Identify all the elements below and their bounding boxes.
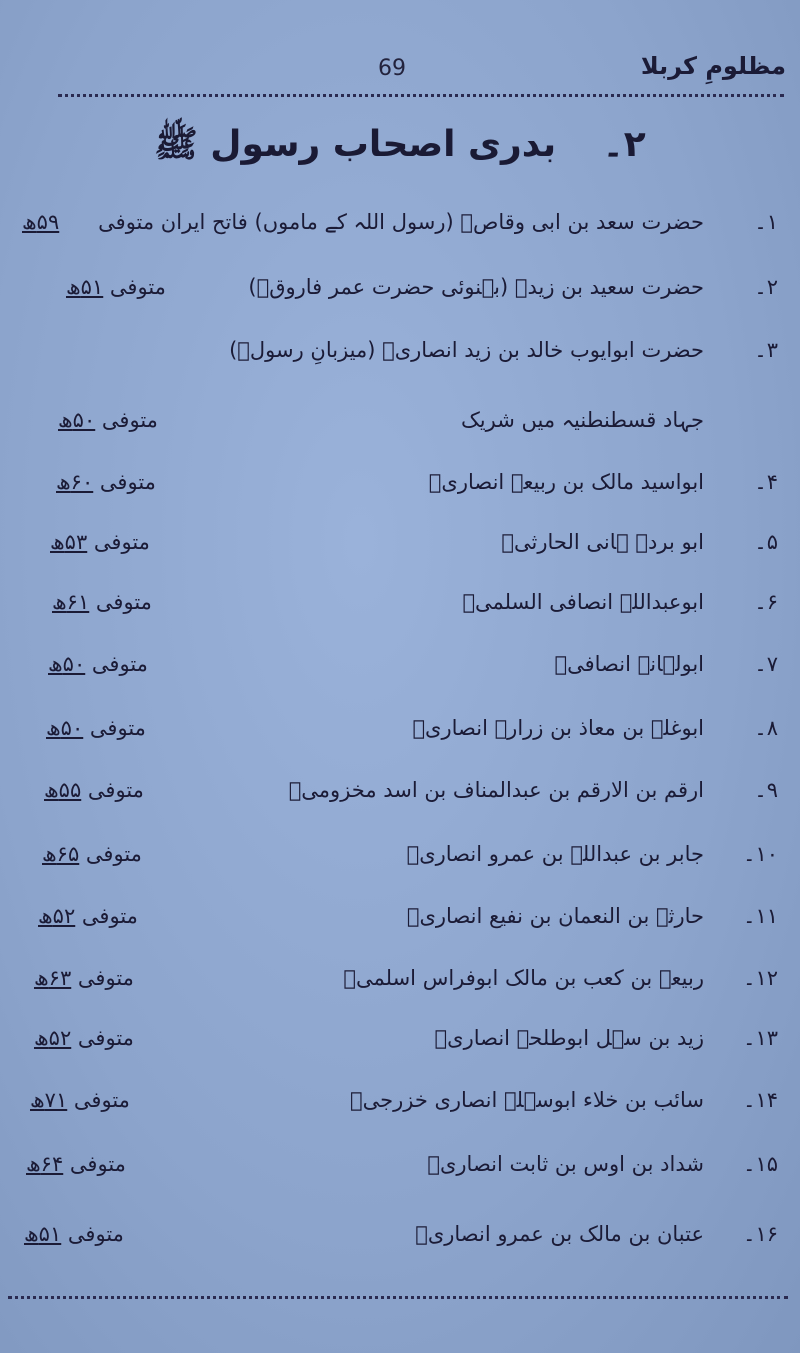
item-index: ۶۔ (754, 590, 778, 614)
section-heading (0, 122, 800, 174)
item-index: ۵۔ (754, 530, 778, 554)
item-death-year (38, 904, 138, 928)
item-name: عتبان بن مالک بن عمرو انصاریؓ (415, 1222, 704, 1246)
death-year-value: ۶۳ھ (34, 966, 72, 990)
item-name: زید بن سہل ابوطلحہ انصاریؓ (434, 1026, 704, 1050)
list-item (0, 652, 800, 698)
item-index: ۱۲۔ (743, 966, 778, 990)
death-word: متوفی (101, 408, 158, 432)
death-word: متوفی (73, 1088, 130, 1112)
item-index: ۱۵۔ (743, 1152, 778, 1176)
death-word: متوفی (91, 652, 148, 676)
item-name: ابولہانہ انصافیؓ (554, 652, 704, 676)
item-name: جابر بن عبداللہ بن عمرو انصاریؓ (406, 842, 704, 866)
item-index: ۱۰۔ (743, 842, 778, 866)
list-item (0, 904, 800, 950)
list-item (0, 338, 800, 384)
item-death-year (50, 530, 150, 554)
item-death-year (24, 1222, 124, 1246)
item-index: ۷۔ (754, 652, 778, 676)
death-word: متوفی (69, 1152, 126, 1176)
item-name: حضرت سعد بن ابی وقاصؓ (رسول اللہ کے ماموں) فاتح ایران متوفی (98, 210, 704, 234)
death-word: متوفی (99, 470, 156, 494)
list-item (0, 210, 800, 256)
death-year-value: ۵۲ھ (34, 1026, 72, 1050)
item-name: سائب بن خلاء ابوسہلہ انصاری خزرجیؓ (350, 1088, 704, 1112)
item-index: ۲۔ (754, 275, 778, 299)
list-item (0, 1088, 800, 1134)
item-name: حضرت ابوایوب خالد بن زید انصاریؓ (میزبانِ رسولؐ) (229, 338, 704, 362)
section-number: ۲۔ (602, 124, 646, 165)
item-index: ۹۔ (754, 778, 778, 802)
item-index: ۱۳۔ (743, 1026, 778, 1050)
item-death-year (34, 966, 134, 990)
item-index: ۱۴۔ (743, 1088, 778, 1112)
death-year-value: ۵۵ھ (44, 778, 82, 802)
item-death-year (34, 1026, 134, 1050)
list-item (0, 590, 800, 636)
list-item (0, 1222, 800, 1268)
item-index: ۱۱۔ (743, 904, 778, 928)
item-death-year (46, 716, 146, 740)
list-item (0, 716, 800, 762)
death-year-value: ۵۱ھ (66, 275, 104, 299)
item-name: ربیعہ بن کعب بن مالک ابوفراس اسلمیؓ (343, 966, 704, 990)
death-word: متوفی (87, 778, 144, 802)
item-index: ۴۔ (754, 470, 778, 494)
item-index: ۱۶۔ (743, 1222, 778, 1246)
item-death-year (30, 1088, 130, 1112)
item-name: شداد بن اوس بن ثابت انصاریؓ (427, 1152, 704, 1176)
item-death-year (52, 590, 152, 614)
death-word: متوفی (89, 716, 146, 740)
item-index: ۱۔ (754, 210, 778, 234)
header-divider (58, 94, 784, 97)
list-item (0, 778, 800, 824)
item-name: ابو بردہ ہانی الحارثیؓ (501, 530, 704, 554)
section-title: بدری اصحاب رسول ﷺ (154, 124, 557, 165)
item-name: ارقم بن الارقم بن عبدالمناف بن اسد مخزومیؓ (288, 778, 704, 802)
item-name: ابوغلہ بن معاذ بن زرارہ انصاریؓ (412, 716, 704, 740)
item-death-year (22, 210, 59, 234)
footer-divider (8, 1296, 788, 1299)
death-year-value: ۷۱ھ (30, 1088, 68, 1112)
death-word: متوفی (77, 966, 134, 990)
item-name: ابوعبداللہ انصافی السلمیؓ (462, 590, 704, 614)
list-item (0, 470, 800, 516)
death-year-value: ۵۰ھ (48, 652, 86, 676)
item-death-year (58, 408, 158, 432)
death-word: متوفی (85, 842, 142, 866)
death-year-value: ۵۹ھ (22, 210, 60, 234)
list-item (0, 408, 800, 454)
death-word: متوفی (77, 1026, 134, 1050)
death-year-value: ۶۰ھ (56, 470, 94, 494)
death-year-value: ۵۱ھ (24, 1222, 62, 1246)
death-word: متوفی (81, 904, 138, 928)
list-item (0, 275, 800, 321)
list-item (0, 842, 800, 888)
death-word: متوفی (95, 590, 152, 614)
death-word: متوفی (67, 1222, 124, 1246)
item-name: ابواسید مالک بن ربیعہ انصاریؓ (428, 470, 704, 494)
item-death-year (48, 652, 148, 676)
page-number: 69 (378, 56, 406, 81)
death-year-value: ۶۱ھ (52, 590, 90, 614)
death-year-value: ۵۰ھ (46, 716, 84, 740)
item-death-year (44, 778, 144, 802)
item-name: جہاد قسطنطنیہ میں شریک (461, 408, 704, 432)
item-death-year (56, 470, 156, 494)
list-item (0, 530, 800, 576)
death-word: متوفی (109, 275, 166, 299)
death-year-value: ۶۴ھ (26, 1152, 64, 1176)
item-death-year (42, 842, 142, 866)
list-item (0, 1152, 800, 1198)
death-year-value: ۵۲ھ (38, 904, 76, 928)
death-year-value: ۶۵ھ (42, 842, 80, 866)
book-title: مظلومِ کربلا (640, 52, 786, 80)
item-index: ۳۔ (754, 338, 778, 362)
item-name: حارثہ بن النعمان بن نفیع انصاریؓ (406, 904, 704, 928)
death-word: متوفی (93, 530, 150, 554)
death-year-value: ۵۳ھ (50, 530, 88, 554)
death-year-value: ۵۰ھ (58, 408, 96, 432)
item-death-year (66, 275, 166, 299)
item-death-year (26, 1152, 126, 1176)
item-name: حضرت سعید بن زیدؓ (بہنوئی حضرت عمر فاروقؓ) (248, 275, 704, 299)
page-header (0, 50, 800, 90)
item-index: ۸۔ (754, 716, 778, 740)
list-item (0, 1026, 800, 1072)
list-item (0, 966, 800, 1012)
